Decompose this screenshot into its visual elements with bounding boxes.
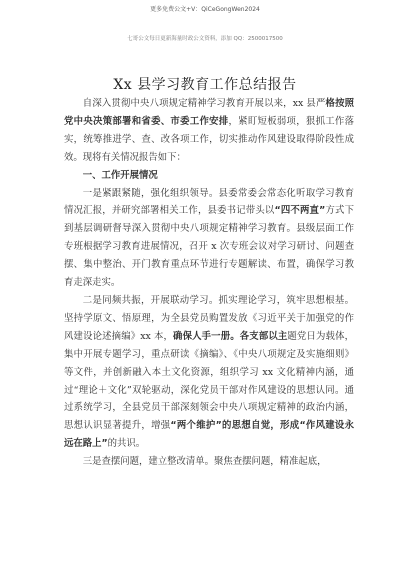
paragraph-1 bbox=[64, 185, 354, 292]
paragraph-2-text-1: 二是同频共振，开展联动学习。抓实理论学习，筑牢思想根基。坚持学原文、悟原理，为全县党员购置发放《习近平关于加强党的作风建设论述摘编》xx 本， bbox=[64, 294, 354, 342]
intro-paragraph bbox=[64, 95, 354, 167]
document-body bbox=[64, 95, 354, 471]
intro-text-2: ，紧盯短板弱项，狠抓工作落实，统筹推进学、查、改各项工作，切实推动作风建设取得阶段性成效。现将有关情况报告如下： bbox=[64, 115, 354, 163]
header-sub-note: 七哥公文每日更新海量时政公文资料，添加 QQ：2500017500 bbox=[127, 36, 283, 42]
paragraph-2-bold-1: 确保人手一册。各支部以主 bbox=[173, 330, 288, 342]
section-heading-1: 一、工作开展情况 bbox=[82, 169, 158, 181]
paragraph-2-text-3: 的共识。 bbox=[107, 438, 146, 450]
intro-bold-text: 格按照党中央决策部署和省委、市委工作安排 bbox=[64, 98, 354, 127]
paragraph-3: 三是查摆问题，建立整改清单。聚焦查摆问题，精准起底， bbox=[82, 456, 327, 468]
paragraph-1-text-2: 方式下到基层调研督导深入贯彻中央八项规定精神学习教育。县级层面工作专班根据学习教育进展情况，召开 x 次专班会议对学习研讨、问题查摆、集中整治、开门教育重点环节进行专题解读、布置，确保学习教育走深走实。 bbox=[64, 205, 354, 289]
paragraph-2-bold-2: “两个维护”的思想自觉，形成“作风建设永远在路上” bbox=[64, 420, 354, 450]
paragraph-1-text-1: 一是紧跟紧随，强化组织领导。县委常委会常态化听取学习教育情况汇报，并研究部署相关工作，县委书记带头以 bbox=[64, 187, 354, 217]
document-title: Xx 县学习教育工作总结报告 bbox=[113, 77, 297, 93]
paragraph-2 bbox=[64, 292, 354, 453]
header-note: 更多免费公文+V：QiCeGongWen2024 bbox=[150, 6, 260, 13]
paragraph-1-bold: “四不两直” bbox=[274, 205, 326, 217]
paragraph-2-text-2: 题党日为载体，集中开展专题学习，重点研读《摘编》、《中央八项规定及实施细则》等文件，并创新融入本土文化资源，组织学习 xx 文化精神内涵，通过“理论＋文化”双轮驱动，深化党员干部对作风建设的思想认同。通过系统学习，全县党员干部深刻领会中央八项规定精神的政治内涵，思想认识显著提升，增强 bbox=[64, 330, 354, 432]
intro-text-1: 自深入贯彻中央八项规定精神学习教育开展以来，xx 县严 bbox=[82, 98, 326, 109]
